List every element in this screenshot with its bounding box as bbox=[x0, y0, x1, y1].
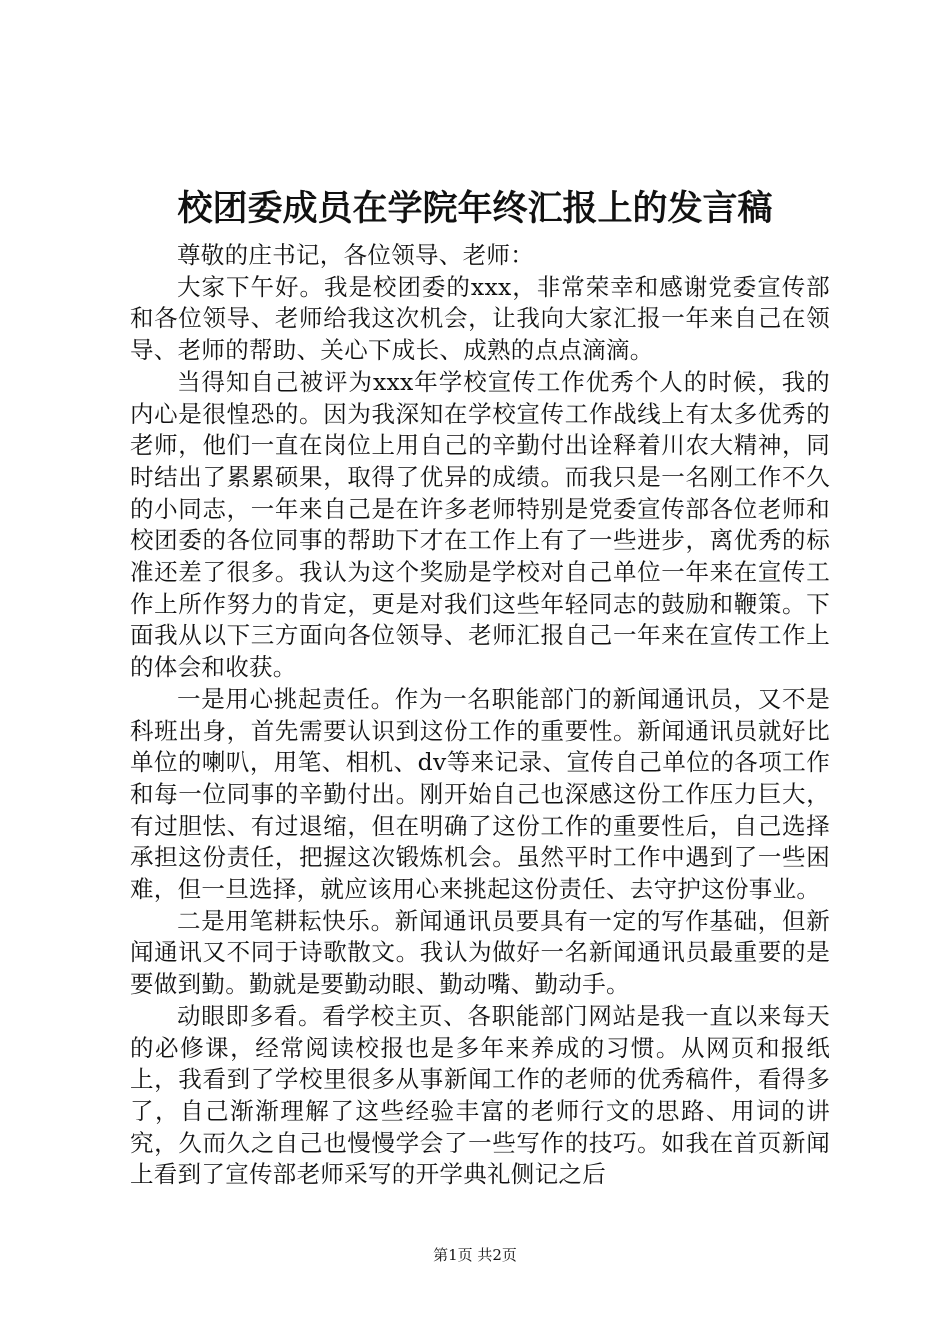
greeting-paragraph: 大家下午好。我是校团委的xxx，非常荣幸和感谢党委宣传部和各位领导、老师给我这次机会，让我向大家汇报一年来自己在领导、老师的帮助、关心下成长、成熟的点点滴滴。 bbox=[130, 272, 830, 365]
award-paragraph: 当得知自己被评为xxx年学校宣传工作优秀个人的时候，我的内心是很惶恐的。因为我深知在学校宣传工作战线上有太多优秀的老师，他们一直在岗位上用自己的辛勤付出诠释着川农大精神，同时结出了累累硕果，取得了优异的成绩。而我只是一名刚工作不久的小同志，一年来自己是在许多老师特别是党委宣传部各位老师和校团委的各位同事的帮助下才在工作上有了一些进步，离优秀的标准还差了很多。我认为这个奖励是学校对自己单位一年来在宣传工作上所作努力的肯定，更是对我们这些年轻同志的鼓励和鞭策。下面我从以下三方面向各位领导、老师汇报自己一年来在宣传工作上的体会和收获。 bbox=[130, 367, 830, 682]
salutation-paragraph: 尊敬的庄书记，各位领导、老师： bbox=[177, 241, 534, 269]
document-body bbox=[130, 240, 830, 1191]
document-title: 校团委成员在学院年终汇报上的发言稿 bbox=[177, 188, 773, 229]
page-footer: 第1页 共2页 bbox=[433, 1246, 517, 1264]
reading-paragraph: 动眼即多看。看学校主页、各职能部门网站是我一直以来每天的必修课，经常阅读校报也是多年来养成的习惯。从网页和报纸上，我看到了学校里很多从事新闻工作的老师的优秀稿件，看得多了，自己渐渐理解了这些经验丰富的老师行文的思路、用词的讲究，久而久之自己也慢慢学会了一些写作的技巧。如我在首页新闻上看到了宣传部老师采写的开学典礼侧记之后 bbox=[130, 1001, 830, 1189]
responsibility-paragraph: 一是用心挑起责任。作为一名职能部门的新闻通讯员，又不是科班出身，首先需要认识到这份工作的重要性。新闻通讯员就好比单位的喇叭，用笔、相机、dv等来记录、宣传自己单位的各项工作和每一位同事的辛勤付出。刚开始自己也深感这份工作压力巨大，有过胆怯、有过退缩，但在明确了这份工作的重要性后，自己选择承担这份责任，把握这次锻炼机会。虽然平时工作中遇到了一些困难，但一旦选择，就应该用心来挑起这份责任、去守护这份事业。 bbox=[130, 684, 830, 904]
writing-paragraph: 二是用笔耕耘快乐。新闻通讯员要具有一定的写作基础，但新闻通讯又不同于诗歌散文。我认为做好一名新闻通讯员最重要的是要做到勤。勤就是要勤动眼、勤动嘴、勤动手。 bbox=[130, 906, 830, 999]
